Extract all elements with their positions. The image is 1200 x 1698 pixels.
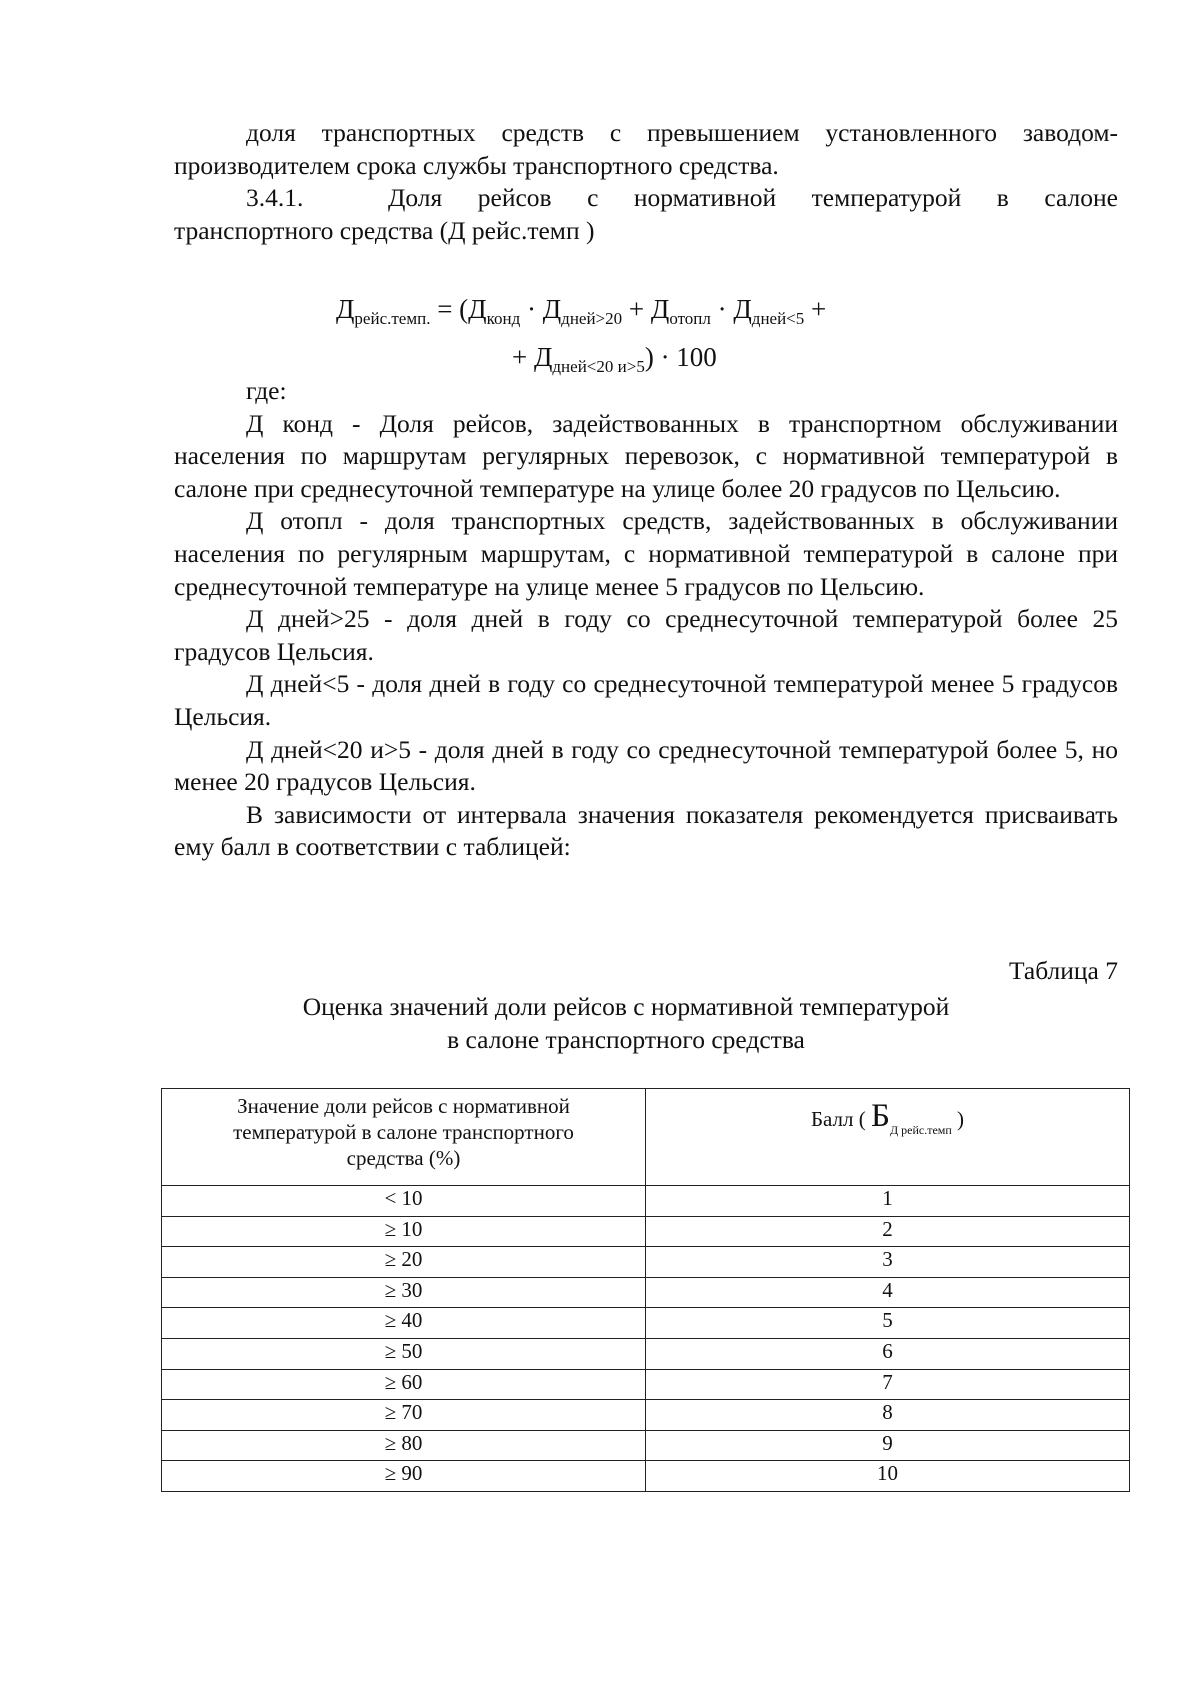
cell-range: ≥ 50	[162, 1338, 646, 1369]
header-score-prefix: Балл (	[810, 1107, 866, 1131]
section-heading-words	[388, 182, 1118, 215]
definition-d-otopl: Д отопл - доля транспортных средств, задействованных в обслуживании населения по регулярным маршрутам, с нормативной температурой в салоне при среднесуточной температуре на улице менее 5 градусов по Цельсию.	[174, 506, 1118, 601]
table-row	[162, 1308, 1130, 1339]
formula-op: +	[804, 294, 827, 324]
cell-range: ≥ 10	[162, 1216, 646, 1247]
header-score-text	[646, 1093, 1129, 1143]
formula-sub-otopl: отопл	[669, 309, 711, 328]
where-label: где:	[246, 376, 287, 405]
cell-score: 7	[646, 1369, 1130, 1400]
score-table	[161, 1088, 1130, 1492]
heading-word: в	[996, 183, 1009, 213]
section-heading-line2: транспортного средства (Д рейс.темп )	[174, 215, 595, 245]
table-row	[162, 1430, 1130, 1461]
formula-sub-days-lt5: дней<5	[751, 309, 805, 328]
table-row	[162, 1400, 1130, 1431]
formula-eq: = (Д	[430, 294, 487, 324]
table-intro-paragraph: В зависимости от интервала значения показателя рекомендуется присваивать ему балл в соответствии с таблицей:	[174, 799, 1118, 862]
definitions-block	[174, 375, 1118, 864]
cell-range: ≥ 80	[162, 1430, 646, 1461]
header-score	[646, 1089, 1130, 1186]
formula-lhs-sub: рейс.темп.	[354, 309, 431, 328]
cell-score: 2	[646, 1216, 1130, 1247]
cell-range: < 10	[162, 1186, 646, 1217]
definition-days-lt5: Д дней<5 - доля дней в году со среднесуточной температурой менее 5 градусов Цельсия.	[174, 669, 1118, 731]
cell-range: ≥ 40	[162, 1308, 646, 1339]
header-score-suffix: )	[951, 1107, 965, 1131]
cell-score: 5	[646, 1308, 1130, 1339]
cell-score: 10	[646, 1461, 1130, 1492]
heading-word: салоне	[1044, 183, 1118, 213]
section-number: 3.4.1.	[246, 183, 304, 213]
table-row	[162, 1186, 1130, 1217]
header-share-value-text: Значение доли рейсов с нормативной температурой в салоне транспортного средства (%)	[233, 1094, 574, 1170]
definition-days-lt20-gt5: Д дней<20 и>5 - доля дней в году со среднесуточной температурой более 5, но менее 20 градусов Цельсия.	[174, 734, 1118, 797]
table-number-label: Таблица 7	[1008, 956, 1118, 985]
formula-line-1	[174, 290, 1118, 338]
table-title-line-2: в салоне транспортного средства	[447, 1025, 805, 1054]
table-row	[162, 1461, 1130, 1492]
cell-score: 9	[646, 1430, 1130, 1461]
formula-sub-kond: конд	[486, 309, 521, 328]
cell-score: 1	[646, 1186, 1130, 1217]
heading-word: с	[587, 183, 599, 213]
formula-op: + Д	[512, 342, 553, 372]
definition-days-gt25: Д дней>25 - доля дней в году со среднесуточной температурой более 25 градусов Цельсия.	[174, 604, 1118, 666]
section-heading-3-4-1	[174, 182, 1118, 215]
formula	[174, 290, 1118, 386]
header-score-subscript: Д рейс.темп	[889, 1123, 952, 1137]
table-row	[162, 1216, 1130, 1247]
cell-score: 4	[646, 1277, 1130, 1308]
table-row	[162, 1247, 1130, 1278]
table-title-line-1: Оценка значений доли рейсов с нормативной температурой	[302, 992, 950, 1021]
table-header-row	[162, 1089, 1130, 1186]
definition-d-kond: Д конд - Доля рейсов, задействованных в транспортном обслуживании населения по маршрутам регулярных перевозок, с нормативной температурой в салоне при среднесуточной температуре на улице более 20 градусов по Цельсию.	[174, 408, 1118, 503]
formula-sub-days-gt20: дней>20	[561, 309, 623, 328]
formula-sub-days-lt20-gt5: дней<20 и>5	[552, 357, 645, 376]
formula-op: + Д	[622, 294, 670, 324]
table-row	[162, 1369, 1130, 1400]
formula-op: · Д	[710, 294, 752, 324]
cell-score: 6	[646, 1338, 1130, 1369]
cell-range: ≥ 20	[162, 1247, 646, 1278]
heading-word: нормативной	[633, 183, 777, 213]
paragraph-service-life: доля транспортных средств с превышением установленного заводом-производителем срока службы транспортного средства.	[174, 118, 1118, 180]
table-row	[162, 1277, 1130, 1308]
heading-word: Доля	[388, 183, 443, 213]
formula-op: · Д	[520, 294, 562, 324]
header-score-symbol: Б	[870, 1098, 890, 1134]
table-row	[162, 1338, 1130, 1369]
cell-score: 3	[646, 1247, 1130, 1278]
table-title	[174, 990, 1118, 1056]
body-text	[174, 117, 1118, 247]
formula-lhs: Д	[336, 294, 355, 324]
heading-word: рейсов	[477, 183, 552, 213]
header-share-value	[162, 1089, 646, 1186]
cell-score: 8	[646, 1400, 1130, 1431]
cell-range: ≥ 70	[162, 1400, 646, 1431]
formula-tail: ) · 100	[644, 342, 717, 372]
heading-word: температурой	[811, 183, 962, 213]
cell-range: ≥ 90	[162, 1461, 646, 1492]
cell-range: ≥ 60	[162, 1369, 646, 1400]
cell-range: ≥ 30	[162, 1277, 646, 1308]
